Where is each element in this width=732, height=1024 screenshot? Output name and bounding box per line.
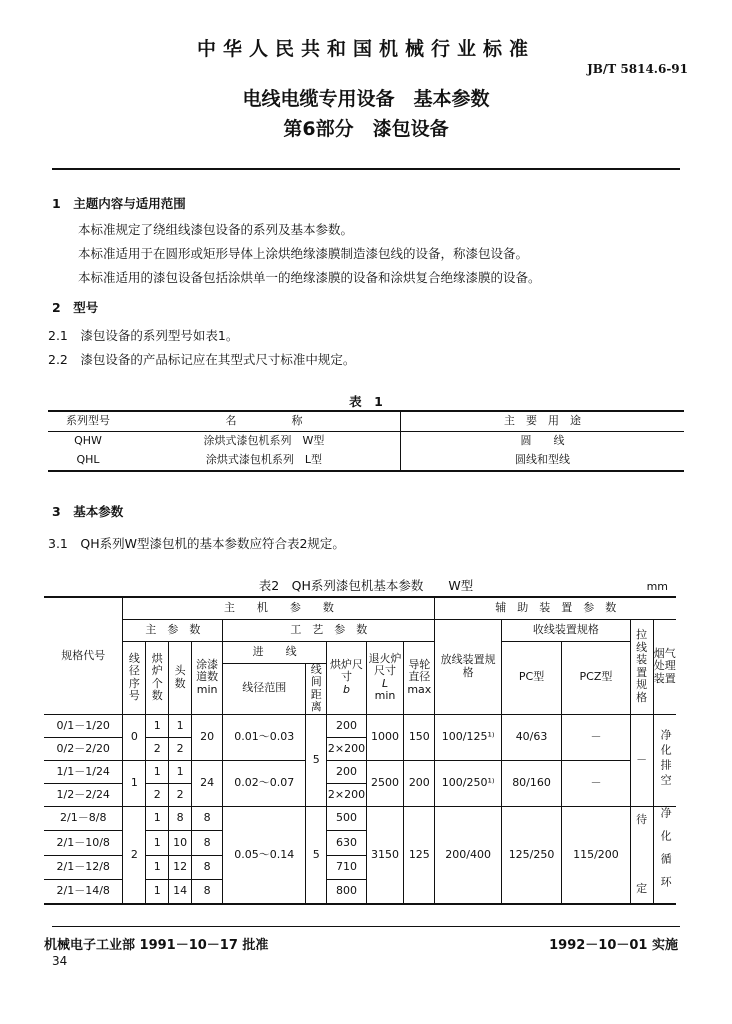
table-cell: 5 [306, 715, 327, 807]
table-cell: 2/1－10/8 [44, 831, 123, 855]
table-cell: 1 [123, 761, 146, 807]
table-cell: 净化循环 [653, 807, 676, 904]
clause-3-1: 3.1 QH系列W型漆包机的基本参数应符合表2规定。 [48, 536, 345, 551]
table-cell: 0/1－1/20 [44, 715, 123, 738]
anneal-header: 退火炉尺寸 L min [366, 641, 403, 715]
table-cell: 630 [327, 831, 367, 855]
payoff-header: 放线装置规 格 [435, 619, 502, 715]
table-row [44, 715, 676, 738]
table-2 [44, 596, 676, 905]
table-cell: 8 [192, 831, 223, 855]
table-cell: 2/1－8/8 [44, 807, 123, 831]
takeup-header: 收线装置规格 [501, 619, 630, 641]
wire-spacing-header: 线间距离 [306, 663, 327, 715]
spec-code-header: 规格代号 [44, 597, 123, 715]
table-cell: 1 [169, 715, 192, 738]
table-cell: 涂烘式漆包机系列 L型 [128, 451, 401, 471]
table-header: 系列型号 [48, 411, 128, 432]
coats-header: 涂漆道数 min [192, 641, 223, 715]
table-cell: 2 [169, 784, 192, 807]
table-cell: 1000 [366, 715, 403, 761]
table-cell: 12 [169, 855, 192, 879]
table-cell: 3150 [366, 807, 403, 904]
capstan-header: 拉线装置规格 [630, 619, 653, 715]
table-cell: 115/200 [562, 807, 631, 904]
fume-header: 烟气处理装置 [653, 619, 676, 715]
table-cell: 0 [123, 715, 146, 761]
table-cell: 2×200 [327, 738, 367, 761]
table-row [48, 451, 684, 471]
document-subtitle: 第6部分 漆包设备 [283, 118, 449, 140]
document-title: 电线电缆专用设备 基本参数 [242, 88, 490, 110]
pcz-header: PCZ型 [562, 641, 631, 715]
table-cell: 150 [404, 715, 435, 761]
table-cell: 8 [192, 879, 223, 903]
table-cell: 8 [192, 855, 223, 879]
table-header: 主 要 用 途 [401, 411, 685, 432]
table-cell: 2500 [366, 761, 403, 807]
table-cell: 500 [327, 807, 367, 831]
table-1 [48, 410, 684, 472]
table-cell: － [562, 761, 631, 807]
table-header: 名 称 [128, 411, 401, 432]
table-cell: 100/250¹⁾ [435, 761, 502, 807]
section-1-paragraph: 本标准规定了绕组线漆包设备的系列及基本参数。 [78, 222, 354, 237]
table-cell: 2 [123, 807, 146, 904]
table-cell: 1 [169, 761, 192, 784]
guide-wheel-header: 导轮直径 max [404, 641, 435, 715]
table-cell: 1/1－1/24 [44, 761, 123, 784]
table-cell: 1 [146, 855, 169, 879]
section-3-heading: 3 基本参数 [52, 504, 124, 519]
table-cell: 2/1－12/8 [44, 855, 123, 879]
table-cell: 圆线和型线 [401, 451, 685, 471]
table-cell: 100/125¹⁾ [435, 715, 502, 761]
table-cell: 0.05～0.14 [223, 807, 306, 904]
table-row [48, 432, 684, 452]
table-cell: 涂烘式漆包机系列 W型 [128, 432, 401, 452]
aux-params-header: 辅 助 装 置 参 数 [435, 597, 676, 619]
table-cell: 200 [327, 761, 367, 784]
table-cell: 5 [306, 807, 327, 904]
table-cell: 0.01～0.03 [223, 715, 306, 761]
footer-divider [52, 926, 680, 927]
table-cell: 2×200 [327, 784, 367, 807]
standard-code: JB/T 5814.6-91 [587, 62, 688, 76]
pc-header: PC型 [501, 641, 561, 715]
heads-header: 头数 [169, 641, 192, 715]
table-row [44, 807, 676, 831]
table-cell: － [562, 715, 631, 761]
oven-count-header: 烘炉个数 [146, 641, 169, 715]
oven-size-header: 烘炉尺寸 b [327, 641, 367, 715]
section-2-heading: 2 型号 [52, 300, 99, 315]
table-cell: 125 [404, 807, 435, 904]
table-cell: － [630, 715, 653, 807]
table-cell: 20 [192, 715, 223, 761]
table-cell: 200 [327, 715, 367, 738]
section-1-heading: 1 主题内容与适用范围 [52, 196, 186, 211]
table-cell: 40/63 [501, 715, 561, 761]
table-cell: 净化排空 [653, 715, 676, 807]
title-divider [52, 168, 680, 170]
main-sub-header: 主 参 数 [123, 619, 223, 641]
table-row [44, 761, 676, 784]
table-cell: 1 [146, 807, 169, 831]
process-header: 工 艺 参 数 [223, 619, 435, 641]
clause-2-2: 2.2 漆包设备的产品标记应在其型式尺寸标准中规定。 [48, 352, 356, 367]
approval-date: 机械电子工业部 1991－10－17 批准 [44, 938, 269, 953]
table-cell: QHW [74, 434, 102, 448]
table-2-caption: 表2 QH系列漆包机基本参数 W型 [258, 578, 474, 593]
table-cell: 8 [169, 807, 192, 831]
table-cell: 2 [146, 738, 169, 761]
table-cell: 圆 线 [520, 434, 565, 448]
table-cell: 1 [146, 831, 169, 855]
wire-seq-header: 线径序号 [123, 641, 146, 715]
main-params-header: 主 机 参 数 [123, 597, 435, 619]
table-2-unit: mm [646, 580, 668, 593]
table-cell: 24 [192, 761, 223, 807]
page-number: 34 [52, 954, 68, 968]
table-cell: 2/1－14/8 [44, 879, 123, 903]
issuing-organization: 中华人民共和国机械行业标准 [196, 38, 535, 60]
feed-header: 进 线 [223, 641, 327, 663]
section-1-paragraph: 本标准适用于在圆形或矩形导体上涂烘绝缘漆膜制造漆包线的设备，称漆包设备。 [78, 246, 529, 261]
table-cell: 10 [169, 831, 192, 855]
table-cell: 1 [146, 879, 169, 903]
table-cell: 800 [327, 879, 367, 903]
table-1-caption: 表 1 [349, 394, 383, 409]
table-cell: 2 [146, 784, 169, 807]
implementation-date: 1992－10－01 实施 [549, 938, 678, 953]
table-cell: 200 [404, 761, 435, 807]
table-cell: 1 [146, 715, 169, 738]
table-cell: 14 [169, 879, 192, 903]
table-cell: 200/400 [435, 807, 502, 904]
section-1-paragraph: 本标准适用的漆包设备包括涂烘单一的绝缘漆膜的设备和涂烘复合绝缘漆膜的设备。 [78, 270, 541, 285]
table-cell: 0.02～0.07 [223, 761, 306, 807]
table-cell: 0/2－2/20 [44, 738, 123, 761]
table-cell: 125/250 [501, 807, 561, 904]
diameter-range-header: 线径范围 [223, 663, 306, 715]
table-cell: 2 [169, 738, 192, 761]
table-cell: 8 [192, 807, 223, 831]
clause-2-1: 2.1 漆包设备的系列型号如表1。 [48, 328, 239, 343]
table-cell: 待 定 [630, 807, 653, 904]
table-cell: 710 [327, 855, 367, 879]
table-cell: QHL [48, 451, 128, 471]
table-cell: 80/160 [501, 761, 561, 807]
table-cell: 1 [146, 761, 169, 784]
table-cell: 1/2－2/24 [44, 784, 123, 807]
